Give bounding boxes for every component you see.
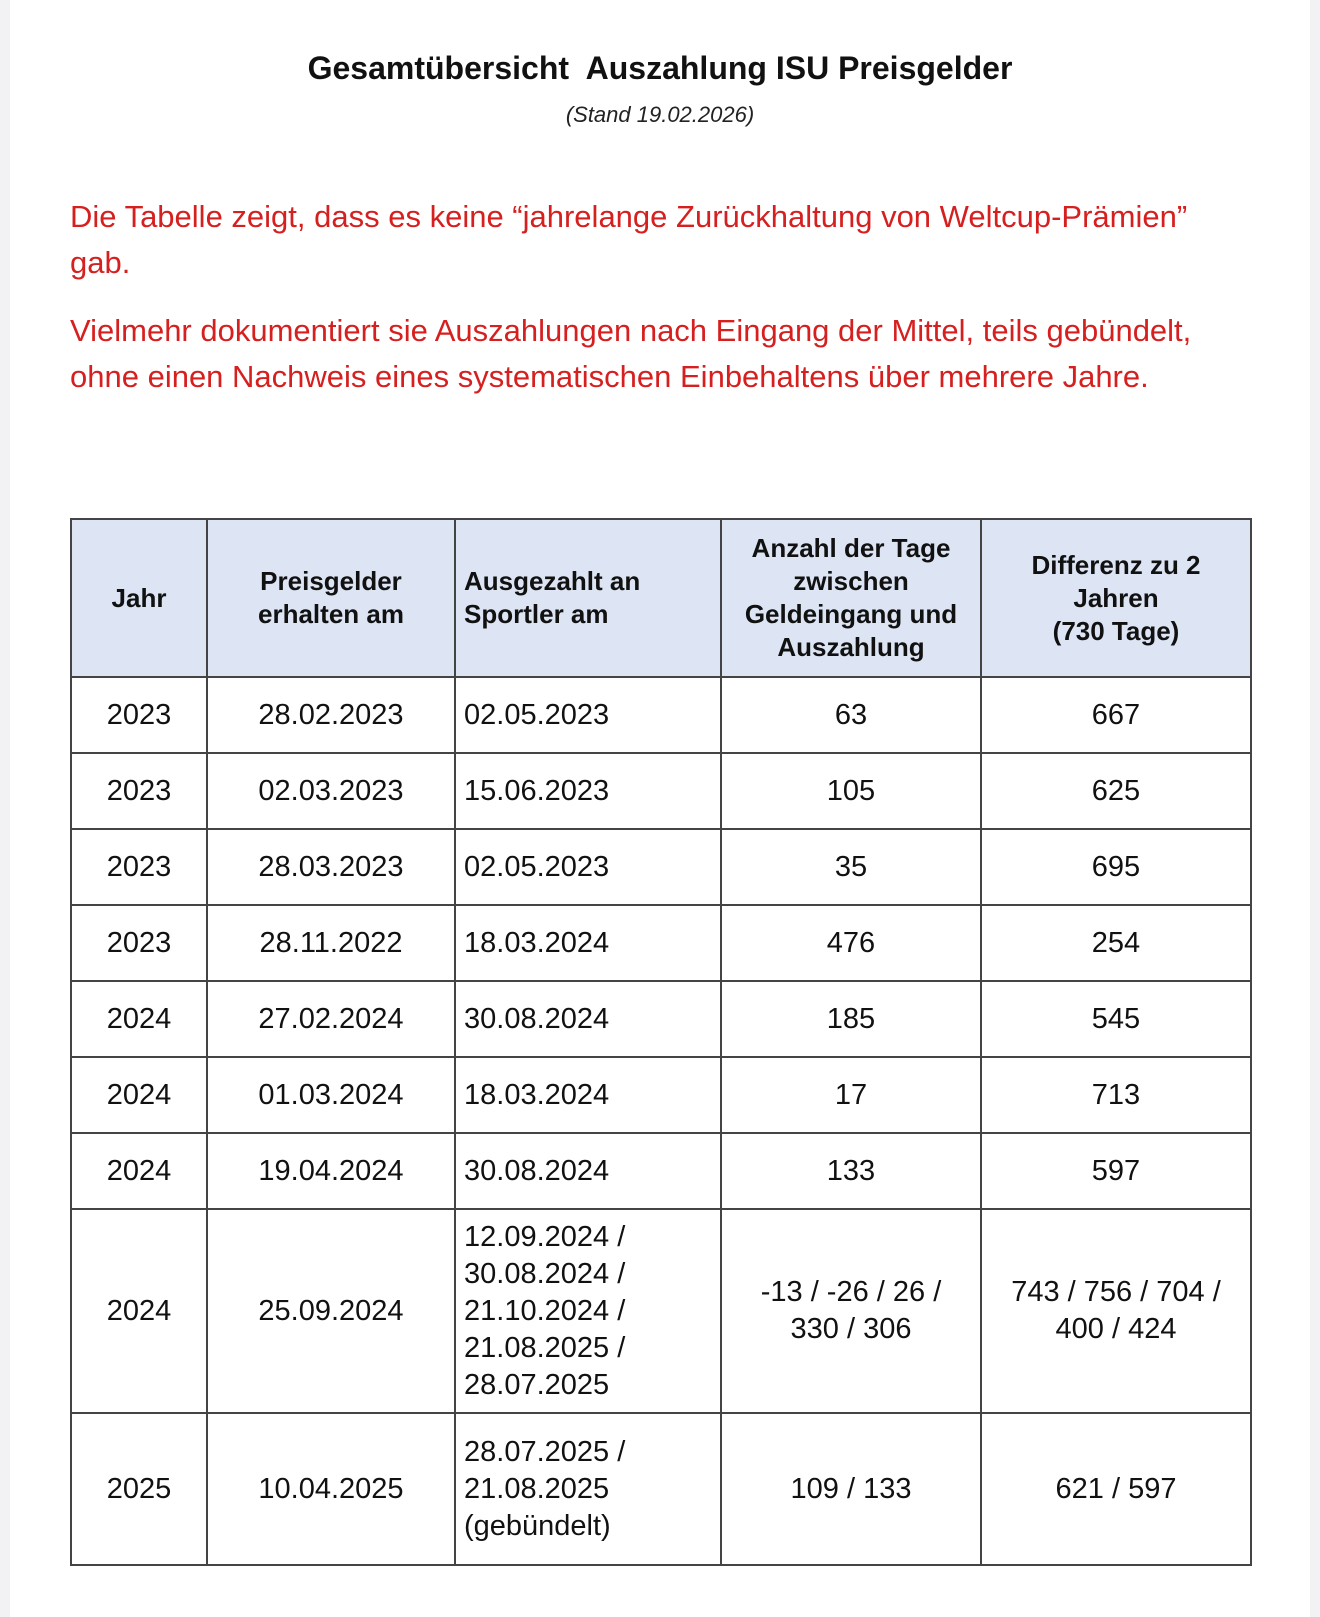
cell-year: 2023 xyxy=(71,829,207,905)
cell-received: 01.03.2024 xyxy=(207,1057,455,1133)
cell-received: 28.02.2023 xyxy=(207,677,455,753)
cell-days: 17 xyxy=(721,1057,981,1133)
cell-days: 109 / 133 xyxy=(721,1413,981,1565)
cell-received: 02.03.2023 xyxy=(207,753,455,829)
cell-difference: 713 xyxy=(981,1057,1251,1133)
table-row xyxy=(71,1133,1251,1209)
cell-difference: 597 xyxy=(981,1133,1251,1209)
table-header-row xyxy=(71,519,1251,677)
table-row xyxy=(71,1057,1251,1133)
table-row xyxy=(71,753,1251,829)
table-row xyxy=(71,981,1251,1057)
cell-year: 2023 xyxy=(71,753,207,829)
cell-year: 2025 xyxy=(71,1413,207,1565)
cell-difference: 667 xyxy=(981,677,1251,753)
cell-received: 27.02.2024 xyxy=(207,981,455,1057)
cell-days: 185 xyxy=(721,981,981,1057)
table-row xyxy=(71,677,1251,753)
cell-year: 2023 xyxy=(71,677,207,753)
table-row xyxy=(71,1413,1251,1565)
cell-received: 28.11.2022 xyxy=(207,905,455,981)
cell-days: 133 xyxy=(721,1133,981,1209)
document-date-note: (Stand 19.02.2026) xyxy=(565,102,755,127)
cell-received: 10.04.2025 xyxy=(207,1413,455,1565)
cell-year: 2024 xyxy=(71,1057,207,1133)
cell-difference: 621 / 597 xyxy=(981,1413,1251,1565)
cell-paid: 15.06.2023 xyxy=(455,753,721,829)
document-page xyxy=(10,0,1310,1617)
cell-year: 2024 xyxy=(71,981,207,1057)
cell-days: -13 / -26 / 26 / 330 / 306 xyxy=(721,1209,981,1413)
cell-paid: 30.08.2024 xyxy=(455,1133,721,1209)
column-header-received: Preisgelder erhalten am xyxy=(207,519,455,677)
table-row xyxy=(71,1209,1251,1413)
payout-table xyxy=(70,518,1252,1566)
cell-days: 63 xyxy=(721,677,981,753)
cell-received: 19.04.2024 xyxy=(207,1133,455,1209)
cell-difference: 254 xyxy=(981,905,1251,981)
column-header-difference: Differenz zu 2 Jahren (730 Tage) xyxy=(981,519,1251,677)
cell-difference: 695 xyxy=(981,829,1251,905)
column-header-paid: Ausgezahlt an Sportler am xyxy=(455,519,721,677)
red-note-paragraph-2: Vielmehr dokumentiert sie Auszahlungen nach Eingang der Mittel, teils gebündelt, ohne einen Nachweis eines systematischen Einbehaltens über mehrere Jahre. xyxy=(70,313,1192,394)
document-title: Gesamtübersicht Auszahlung ISU Preisgelder xyxy=(307,50,1013,86)
cell-paid: 28.07.2025 / 21.08.2025 (gebündelt) xyxy=(455,1413,721,1565)
column-header-days: Anzahl der Tage zwischen Geldeingang und Auszahlung xyxy=(721,519,981,677)
cell-received: 25.09.2024 xyxy=(207,1209,455,1413)
cell-paid: 18.03.2024 xyxy=(455,1057,721,1133)
table-row xyxy=(71,829,1251,905)
cell-paid: 30.08.2024 xyxy=(455,981,721,1057)
cell-days: 476 xyxy=(721,905,981,981)
cell-paid: 12.09.2024 / 30.08.2024 / 21.10.2024 / 21.08.2025 / 28.07.2025 xyxy=(455,1209,721,1413)
cell-year: 2023 xyxy=(71,905,207,981)
cell-paid: 18.03.2024 xyxy=(455,905,721,981)
cell-difference: 545 xyxy=(981,981,1251,1057)
cell-difference: 625 xyxy=(981,753,1251,829)
table-row xyxy=(71,905,1251,981)
cell-year: 2024 xyxy=(71,1133,207,1209)
cell-year: 2024 xyxy=(71,1209,207,1413)
cell-paid: 02.05.2023 xyxy=(455,829,721,905)
column-header-year: Jahr xyxy=(71,519,207,677)
red-note-paragraph-1: Die Tabelle zeigt, dass es keine “jahrelange Zurückhaltung von Weltcup-Prämien” gab. xyxy=(70,199,1188,280)
cell-difference: 743 / 756 / 704 / 400 / 424 xyxy=(981,1209,1251,1413)
cell-days: 105 xyxy=(721,753,981,829)
cell-received: 28.03.2023 xyxy=(207,829,455,905)
cell-days: 35 xyxy=(721,829,981,905)
cell-paid: 02.05.2023 xyxy=(455,677,721,753)
